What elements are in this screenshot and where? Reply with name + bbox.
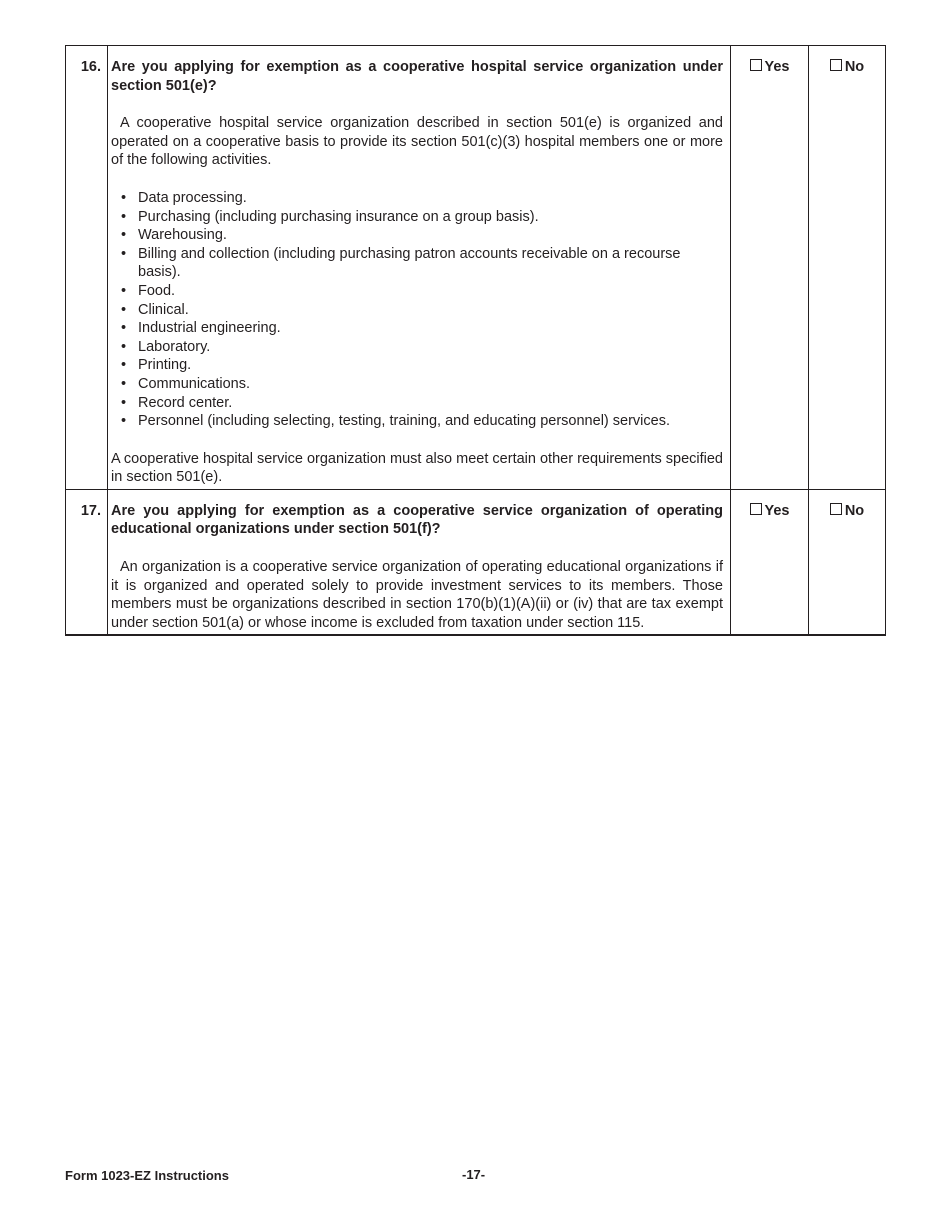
no-cell [809, 489, 886, 635]
question-intro: An organization is a cooperative service organization of operating educational organizations if it is organized and operated solely to provide investment services to its members. Those members must be organizations described in section 170(b)(1)(A)(ii) or (iv) that are tax exempt under section 501(a) or whose income is excluded from taxation under section 115. [111, 559, 723, 631]
no-checkbox[interactable] [830, 59, 842, 71]
yes-checkbox[interactable] [750, 503, 762, 515]
question-number: 16. [66, 46, 108, 490]
list-item: • Purchasing (including purchasing insurance on a group basis). [111, 208, 723, 227]
no-cell [809, 46, 886, 490]
question-title: Are you applying for exemption as a cooperative hospital service organization under section 501(e)? [111, 59, 723, 94]
question-title: Are you applying for exemption as a cooperative service organization of operating educational organizations under section 501(f)? [111, 502, 723, 538]
footer-page-number: -17- [462, 1167, 486, 1182]
question-row-16 [66, 46, 886, 490]
yes-label: Yes [764, 502, 790, 519]
question-number: 17. [66, 489, 108, 635]
yes-label: Yes [764, 59, 790, 75]
question-closing: A cooperative hospital service organization must also meet certain other requirements specified in section 501(e). [111, 450, 723, 486]
question-body [108, 489, 731, 635]
no-label: No [844, 59, 865, 75]
list-item: • Printing. [111, 356, 723, 375]
no-checkbox[interactable] [830, 503, 842, 515]
list-item: • Laboratory. [111, 338, 723, 357]
footer-form-name: Form 1023-EZ Instructions [65, 1168, 229, 1183]
activity-list [111, 189, 723, 431]
question-body [108, 46, 731, 490]
yes-cell [731, 46, 809, 490]
list-item: • Warehousing. [111, 226, 723, 245]
list-item: • Industrial engineering. [111, 319, 723, 338]
question-intro: A cooperative hospital service organization described in section 501(e) is organized and operated on a cooperative basis to provide its section 501(c)(3) hospital members one or more of the following activities. [111, 115, 723, 169]
list-item: • Record center. [111, 394, 723, 413]
questions-table [65, 45, 886, 636]
yes-cell [731, 489, 809, 635]
yes-checkbox[interactable] [750, 59, 762, 71]
list-item: • Personnel (including selecting, testing, training, and educating personnel) services. [111, 412, 723, 431]
no-label: No [844, 502, 865, 519]
list-item: • Billing and collection (including purchasing patron accounts receivable on a recourse basis). [111, 245, 723, 282]
list-item: • Clinical. [111, 301, 723, 320]
list-item: • Food. [111, 282, 723, 301]
question-row-17 [66, 489, 886, 635]
list-item: • Data processing. [111, 189, 723, 208]
list-item: • Communications. [111, 375, 723, 394]
